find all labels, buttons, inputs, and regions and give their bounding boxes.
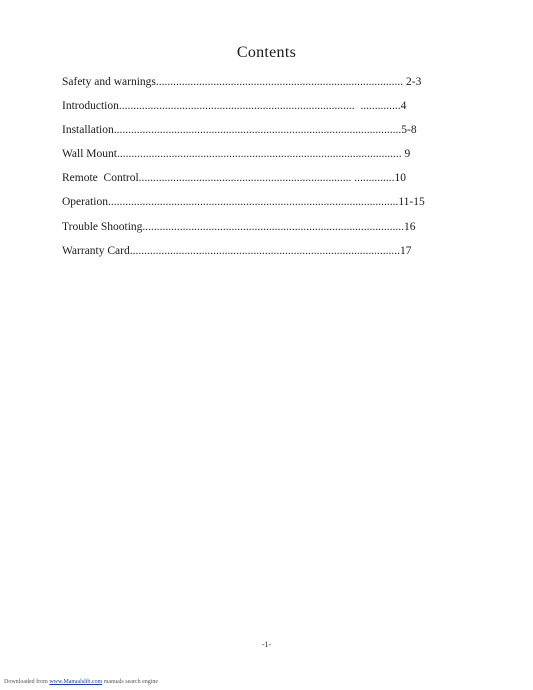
toc-entry-installation[interactable] xyxy=(62,122,476,146)
toc-entry-introduction[interactable] xyxy=(62,98,476,122)
toc-entry-text: Trouble Shooting...........................................................................................16 xyxy=(62,220,416,233)
page-title: Contents xyxy=(236,44,297,61)
toc-entry-safety-and-warnings[interactable] xyxy=(62,74,476,98)
toc-entry-wall-mount[interactable] xyxy=(62,146,476,170)
toc-entry-warranty-card[interactable] xyxy=(62,243,476,267)
toc-entry-text: Wall Mount................................................................................................... 9 xyxy=(62,148,411,161)
toc-entry-text: Safety and warnings...................................................................................... 2-3 xyxy=(62,76,422,88)
download-footer xyxy=(4,679,158,685)
toc-entry-text: Introduction.................................................................................. ..............4 xyxy=(62,100,407,113)
footer-prefix: Downloaded from xyxy=(4,679,50,685)
toc-entry-operation[interactable] xyxy=(62,194,476,218)
toc-entry-text: Operation.....................................................................................................11-15 xyxy=(62,196,425,209)
toc-entry-remote-control[interactable] xyxy=(62,170,476,194)
table-of-contents xyxy=(62,74,476,267)
footer-suffix: manuals search engine xyxy=(102,679,159,685)
toc-entry-trouble-shooting[interactable] xyxy=(62,219,476,243)
toc-entry-text: Remote Control.......................................................................... ..............10 xyxy=(62,172,407,185)
manualslib-link[interactable]: www.Manualslib.com xyxy=(49,679,103,685)
page-number: -1- xyxy=(261,640,272,649)
toc-entry-text: Warranty Card..............................................................................................17 xyxy=(62,244,412,257)
toc-entry-text: Installation....................................................................................................5-8 xyxy=(62,124,417,137)
